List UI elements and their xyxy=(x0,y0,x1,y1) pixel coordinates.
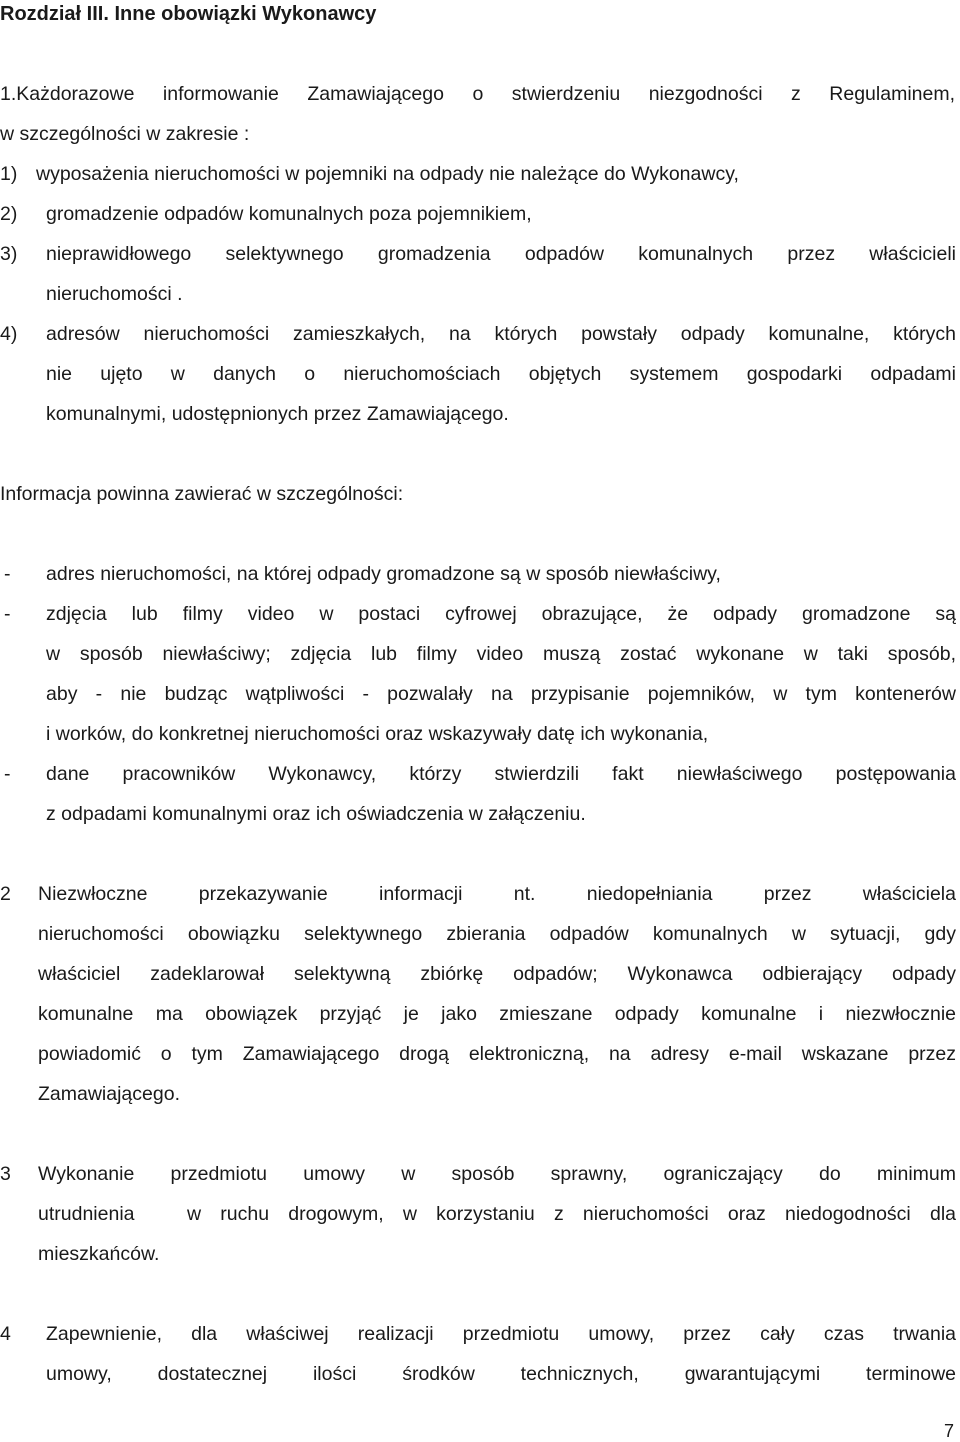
section1-intro-line1: 1.Każdorazowe informowanie Zamawiającego o stwierdzeniu niezgodności z Regulaminem, xyxy=(0,83,955,105)
item4-line3: komunalnymi, udostępnionych przez Zamawiającego. xyxy=(46,403,509,425)
section3-line3: mieszkańców. xyxy=(38,1243,160,1265)
item1-number: 1) xyxy=(0,163,18,185)
item2-text: gromadzenie odpadów komunalnych poza pojemnikiem, xyxy=(46,203,532,225)
item4-number: 4) xyxy=(0,323,18,345)
item3-number: 3) xyxy=(0,243,18,265)
info-heading: Informacja powinna zawierać w szczególności: xyxy=(0,483,404,505)
bullet2-dash: - xyxy=(4,603,11,625)
bullet2-line1: zdjęcia lub filmy video w postaci cyfrowej obrazujące, że odpady gromadzone są xyxy=(46,603,956,625)
section3-number: 3 xyxy=(0,1163,11,1185)
item4-line2: nie ujęto w danych o nieruchomościach objętych systemem gospodarki odpadami xyxy=(46,363,956,385)
bullet3-line2: z odpadami komunalnymi oraz ich oświadczenia w załączeniu. xyxy=(46,803,586,825)
bullet1-dash: - xyxy=(4,563,11,585)
section2-line2: nieruchomości obowiązku selektywnego zbierania odpadów komunalnych w sytuacji, gdy xyxy=(38,923,956,945)
section3-line2b: w ruchu drogowym, w korzystaniu z nieruchomości oraz niedogodności dla xyxy=(187,1203,956,1225)
bullet3-line1: dane pracowników Wykonawcy, którzy stwierdzili fakt niewłaściwego postępowania xyxy=(46,763,956,785)
section4-line2: umowy, dostatecznej ilości środków technicznych, gwarantującymi terminowe xyxy=(46,1363,956,1385)
section3-line2a: utrudnienia xyxy=(38,1203,135,1225)
item3-line2: nieruchomości . xyxy=(46,283,183,305)
item1-text: wyposażenia nieruchomości w pojemniki na odpady nie należące do Wykonawcy, xyxy=(36,163,739,185)
chapter-heading: Rozdział III. Inne obowiązki Wykonawcy xyxy=(0,3,377,25)
bullet2-line2: w sposób niewłaściwy; zdjęcia lub filmy video muszą zostać wykonane w taki sposób, xyxy=(46,643,956,665)
bullet3-dash: - xyxy=(4,763,11,785)
section2-line4: komunalne ma obowiązek przyjąć je jako zmieszane odpady komunalne i niezwłocznie xyxy=(38,1003,956,1025)
item2-number: 2) xyxy=(0,203,18,225)
page-number: 7 xyxy=(943,1421,954,1441)
bullet1-text: adres nieruchomości, na której odpady gromadzone są w sposób niewłaściwy, xyxy=(46,563,721,585)
section2-line1: Niezwłoczne przekazywanie informacji nt. niedopełniania przez właściciela xyxy=(38,883,956,905)
section2-number: 2 xyxy=(0,883,11,905)
section4-number: 4 xyxy=(0,1323,11,1345)
item4-line1: adresów nieruchomości zamieszkałych, na których powstały odpady komunalne, których xyxy=(46,323,956,345)
section4-line1: Zapewnienie, dla właściwej realizacji przedmiotu umowy, przez cały czas trwania xyxy=(46,1323,956,1345)
section2-line5: powiadomić o tym Zamawiającego drogą elektroniczną, na adresy e-mail wskazane przez xyxy=(38,1043,956,1065)
section3-line1: Wykonanie przedmiotu umowy w sposób sprawny, ograniczający do minimum xyxy=(38,1163,956,1185)
bullet2-line3: aby - nie budząc wątpliwości - pozwalały na przypisanie pojemników, w tym kontenerów xyxy=(46,683,956,705)
item3-line1: nieprawidłowego selektywnego gromadzenia odpadów komunalnych przez właścicieli xyxy=(46,243,956,265)
section2-line3: właściciel zadeklarował selektywną zbiórkę odpadów; Wykonawca odbierający odpady xyxy=(38,963,956,985)
section1-intro-line2: w szczególności w zakresie : xyxy=(0,123,250,145)
section2-line6: Zamawiającego. xyxy=(38,1083,180,1105)
bullet2-line4: i worków, do konkretnej nieruchomości oraz wskazywały datę ich wykonania, xyxy=(46,723,709,745)
